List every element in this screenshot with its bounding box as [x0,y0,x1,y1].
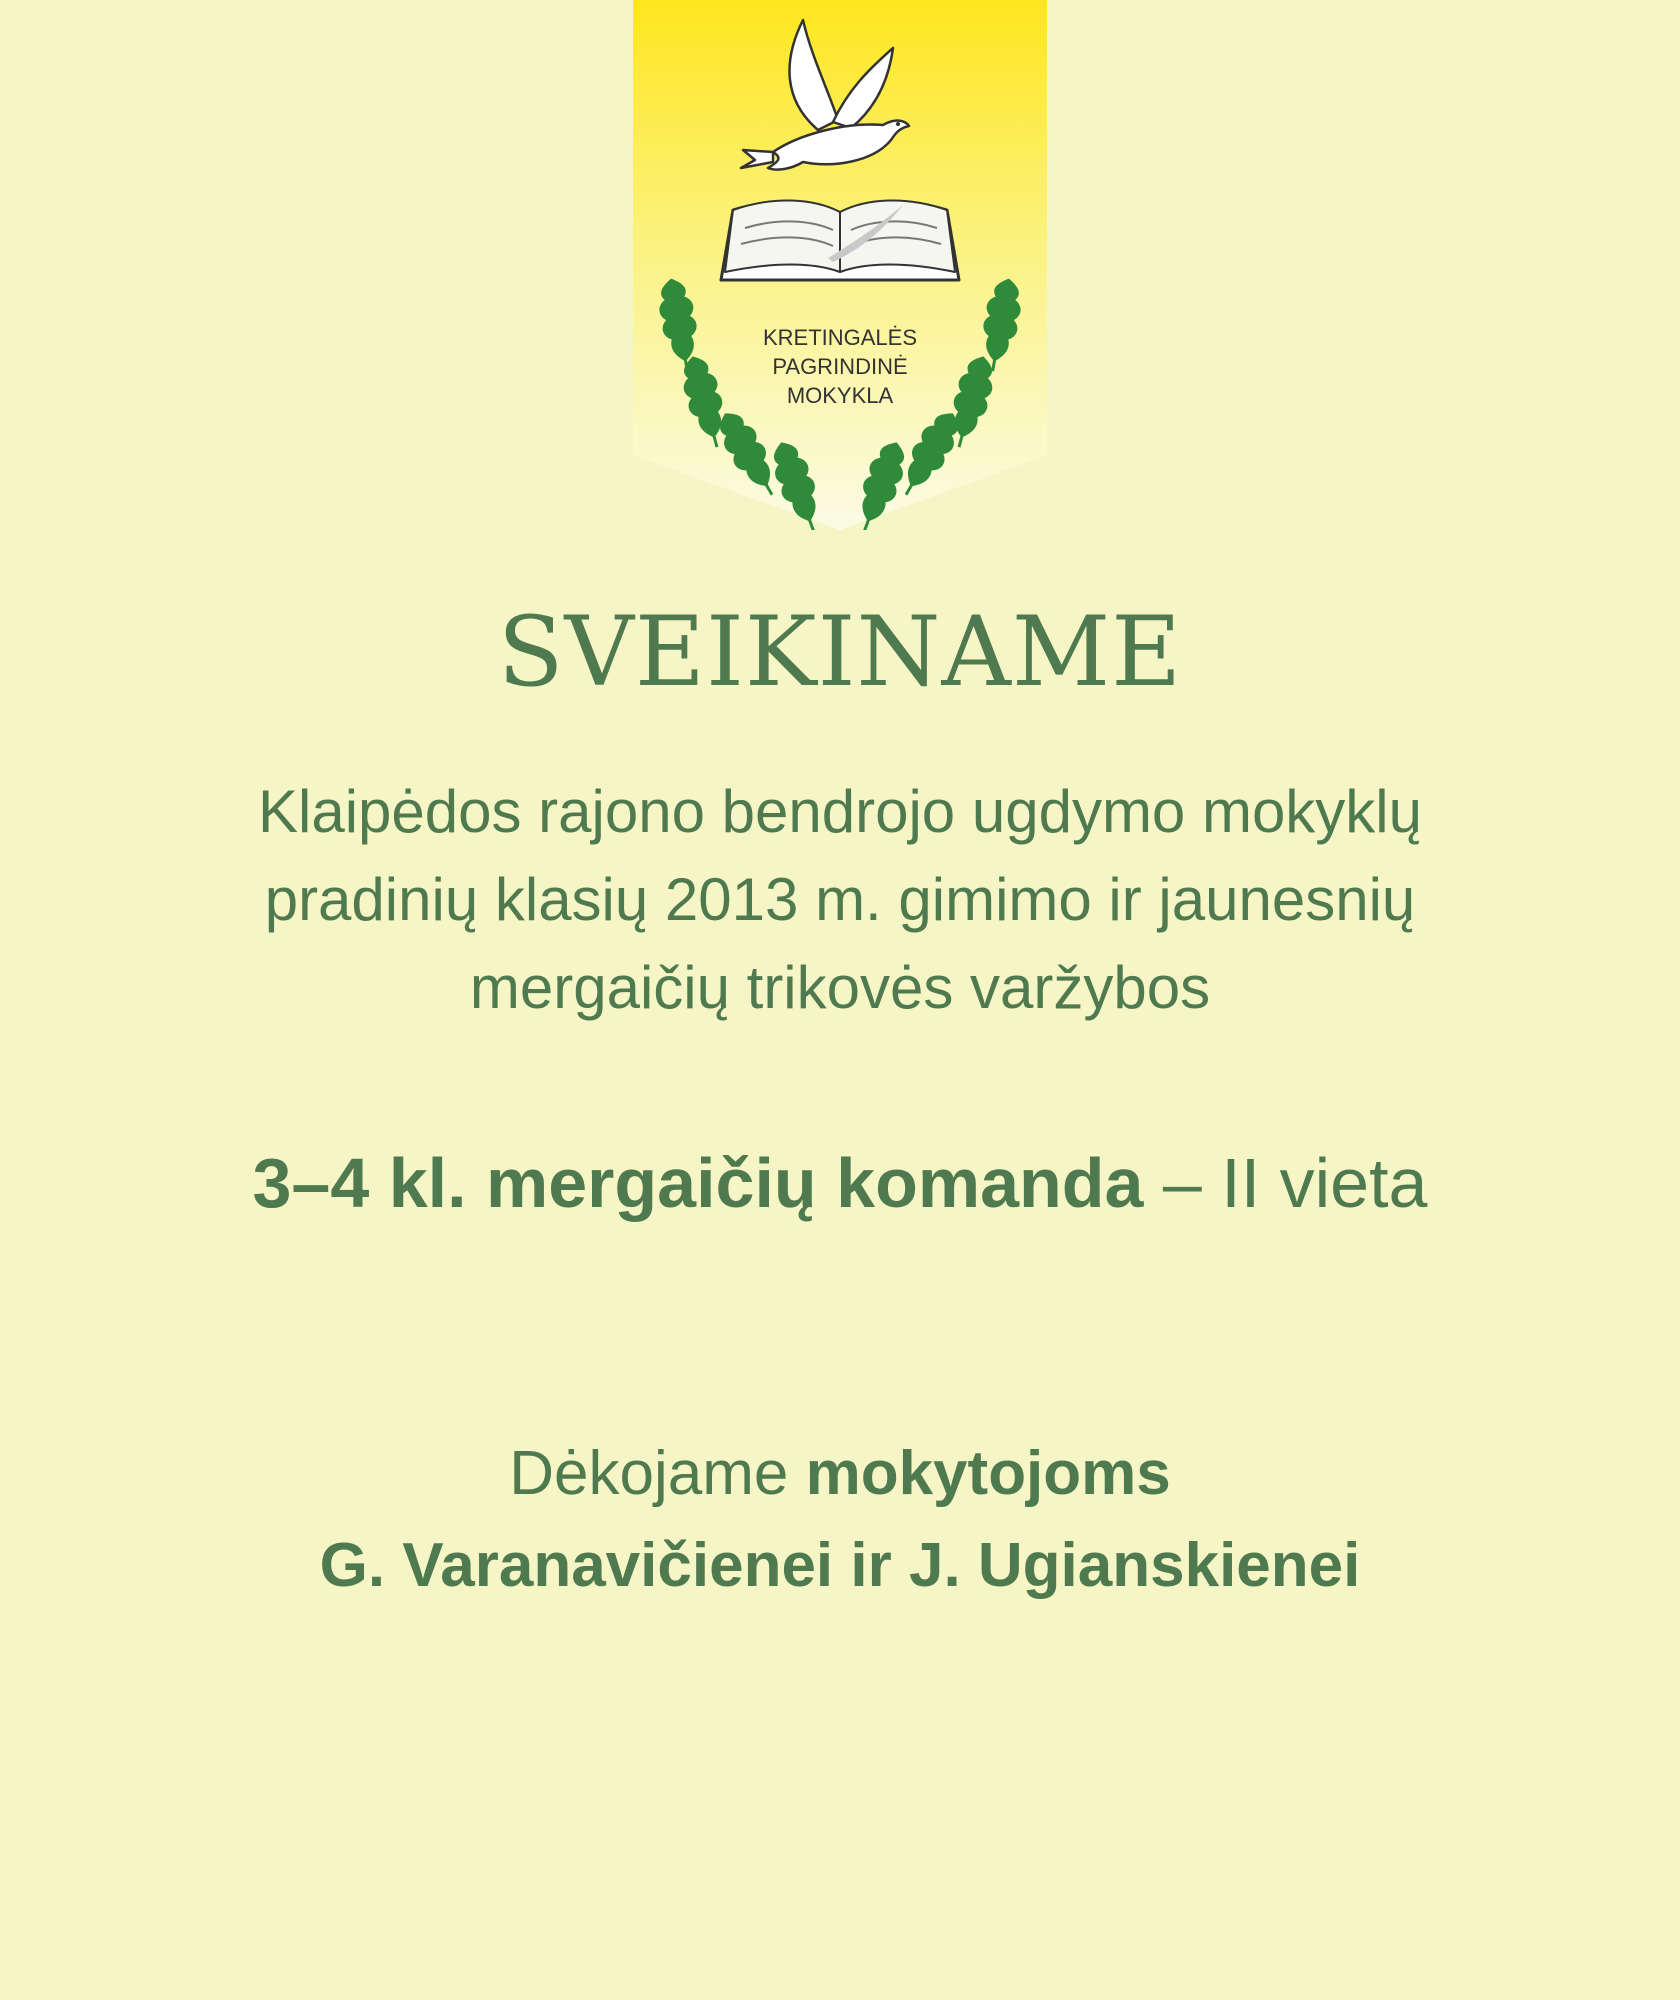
team-name: 3–4 kl. mergaičių komanda [252,1144,1144,1222]
event-line: Klaipėdos rajono bendrojo ugdymo mokyklų [257,778,1423,845]
thanks-bold: mokytojoms [805,1439,1171,1508]
emblem-text-line: KRETINGALĖS [762,325,918,350]
page-title: SVEIKINAME [497,596,1183,708]
event-description [0,768,1680,1032]
thanks-line [0,1428,1680,1520]
event-line: pradinių klasių 2013 m. gimimo ir jaunesnių [264,866,1416,933]
emblem-text-line: MOKYKLA [786,383,894,408]
book-icon [721,200,959,280]
place-text: – II vieta [1143,1144,1428,1222]
thanks-block [0,1428,1680,1612]
event-line: mergaičių trikovės varžybos [469,954,1211,1021]
teacher-names: G. Varanavičienei ir J. Ugianskienei [319,1531,1361,1600]
school-emblem [633,0,1047,530]
result-line [0,1138,1680,1228]
thanks-prefix: Dėkojame [509,1439,806,1508]
emblem-text-line: PAGRINDINĖ [772,354,908,379]
